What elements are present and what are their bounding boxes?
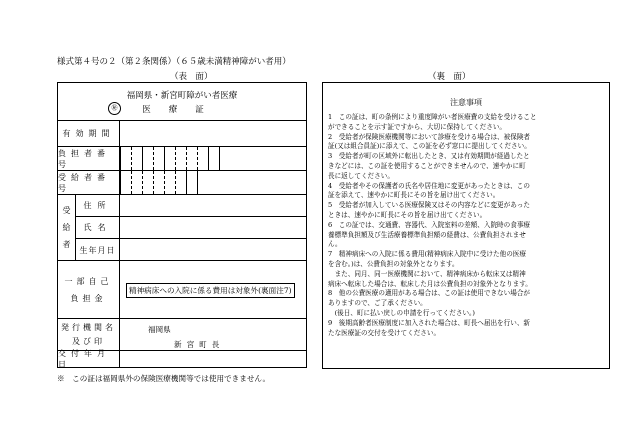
recipient-number-label: 受給者番号 bbox=[58, 171, 120, 194]
note-line: 病床へ転床した場合は、転床した月は公費負担の対象外となります。 bbox=[328, 279, 532, 288]
note-line: ん。 bbox=[328, 240, 342, 249]
note-line: (後日、町に払い戻しの申請を行ってください。) bbox=[328, 308, 475, 317]
birthdate-row bbox=[76, 239, 306, 261]
issue-date-row bbox=[58, 351, 306, 367]
valid-period-row bbox=[58, 121, 306, 147]
certificate-header bbox=[58, 83, 306, 121]
certificate-header-issuer: 福岡県・新宮町障がい者医療 bbox=[126, 91, 238, 101]
copay-label: 一部自己 負担金 bbox=[58, 261, 120, 318]
birthdate-label: 生年月日 bbox=[76, 239, 120, 261]
note-line: たな医療証の交付を受けてください。 bbox=[328, 328, 441, 337]
note-line: 証を添えて、速やかに町長にその旨を届け出てください。 bbox=[328, 191, 500, 200]
note-line: 1 この証は、町の条例により重度障がい者医療費の支給を受けること bbox=[328, 113, 537, 121]
back-card bbox=[322, 82, 610, 369]
issuer-row bbox=[58, 319, 306, 351]
recipient-number-row bbox=[58, 171, 306, 195]
issuer-label: 発行機関名 及び印 bbox=[58, 319, 120, 350]
recipient-block bbox=[58, 195, 306, 261]
issuer-town: 新宮町長 bbox=[174, 340, 225, 349]
confidential-seal-icon: ㊙ bbox=[108, 102, 121, 115]
note-line: 2 受給者が保険医療機関等において診療を受ける場合は、被保険者 bbox=[328, 132, 531, 141]
copay-row bbox=[58, 261, 306, 319]
form-title: 様式第４号の２（第２条関係）（６５歳未満精神障がい者用） bbox=[57, 57, 291, 67]
notes-list bbox=[328, 113, 604, 338]
note-line: 証(又は組合員証)に添えて、この証を必ず窓口に提出してください。 bbox=[328, 142, 531, 151]
issue-date-label: 交付年月日 bbox=[58, 351, 120, 367]
note-line: 4 受給者やその保護者の氏名や居住地に変更があったときは、この bbox=[328, 181, 530, 190]
note-line: 5 受給者が加入している医療保険又はその内容などに変更があった bbox=[328, 201, 530, 210]
valid-period-label: 有効期間 bbox=[58, 121, 120, 146]
footnote: ※ この証は福岡県外の保険医療機関等では使用できません。 bbox=[57, 374, 271, 383]
payer-number-row bbox=[58, 147, 306, 171]
note-line: 9 後期高齢者医療制度に加入された場合は、町長へ届出を行い、新 bbox=[328, 318, 531, 327]
front-side-label: （表 面） bbox=[170, 72, 213, 82]
note-line: 6 この証では、交通費、容器代、入院室料の差額、入院時の食事療 bbox=[328, 220, 531, 229]
front-card bbox=[57, 82, 307, 368]
note-line: 養標準負担額及び生活療養標準負担額の経費は、公費負担されませ bbox=[328, 230, 526, 239]
notes-title: 注意事項 bbox=[450, 98, 482, 107]
note-line: 長に返してください。 bbox=[328, 171, 394, 180]
note-line: きなどには、この証を使用することができませんので、速やかに町 bbox=[328, 161, 526, 170]
note-line: 7 精神病床への入院に係る費用(精神病床入院中に受けた他の医療 bbox=[328, 250, 526, 259]
copay-exclusion-note: 精神病床への入院に係る費用は対象外(裏面注7) bbox=[126, 283, 295, 298]
issuer-prefecture: 福岡県 bbox=[148, 325, 171, 334]
note-line: ありますので、ご了承ください。 bbox=[328, 299, 427, 308]
back-side-label: （裏 面） bbox=[428, 72, 471, 82]
payer-number-cells bbox=[120, 147, 220, 170]
name-row bbox=[76, 217, 306, 239]
note-line: ができることを示す証ですから、大切に保持してください。 bbox=[328, 122, 507, 131]
note-line: を含む。)は、公費負担の対象外となります。 bbox=[328, 259, 459, 268]
note-line: 8 他の公費医療の適用がある場合は、この証は使用できない場合が bbox=[328, 289, 531, 298]
note-line: ときは、速やかに町長にその旨を届け出てください。 bbox=[328, 210, 487, 219]
certificate-title: 医療証 bbox=[142, 105, 222, 115]
name-label: 氏名 bbox=[76, 217, 120, 238]
note-line: 3 受給者が町の区域外に転出したとき、又は有効期間が経過したと bbox=[328, 152, 530, 161]
address-row bbox=[76, 195, 306, 217]
payer-number-label: 負担者番号 bbox=[58, 147, 120, 170]
recipient-number-cells bbox=[120, 171, 198, 194]
recipient-vertical-label: 受 給 者 bbox=[58, 195, 76, 260]
address-label: 住所 bbox=[76, 195, 120, 216]
note-line: また、同月、同一医療機関において、精神病床から転床又は精神 bbox=[328, 269, 526, 278]
